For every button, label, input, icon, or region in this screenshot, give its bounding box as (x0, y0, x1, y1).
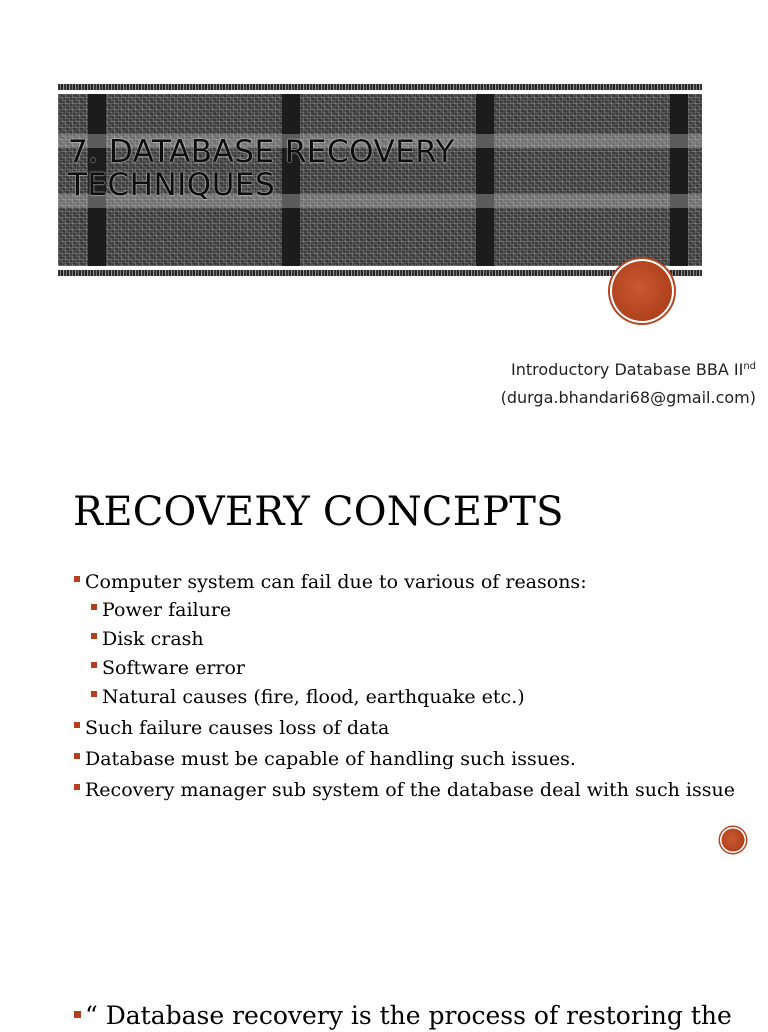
slide-subtitle (501, 356, 756, 412)
subtitle-email: (durga.bhandari68@gmail.com) (500, 388, 756, 407)
section-heading: RECOVERY CONCEPTS (73, 489, 564, 535)
decorative-circle-icon (610, 259, 674, 323)
title-line-2: TECHNIQUES (68, 167, 276, 203)
list-item: Natural causes (fire, flood, earthquake etc.) (89, 685, 762, 709)
banner-top-border (58, 84, 702, 90)
list-item: Such failure causes loss of data (72, 716, 762, 740)
banner-bar (670, 94, 688, 266)
title-line-1: 7. DATABASE RECOVERY (68, 134, 455, 170)
slide-number-circle-icon (720, 827, 746, 853)
subtitle-course: Introductory Database BBA IInd (511, 360, 756, 379)
list-item: Computer system can fail due to various of reasons: (72, 570, 762, 594)
list-item: Software error (89, 656, 762, 680)
list-item: Database must be capable of handling such issues. (72, 747, 762, 771)
banner-bottom-border (58, 270, 702, 276)
list-item: Disk crash (89, 627, 762, 651)
partial-quote-bullet: “ Database recovery is the process of restoring the (72, 1000, 768, 1032)
slide-title (68, 136, 588, 202)
list-item: Recovery manager sub system of the database deal with such issue (72, 778, 762, 802)
list-item: Power failure (89, 598, 762, 622)
bullet-list (72, 570, 762, 808)
